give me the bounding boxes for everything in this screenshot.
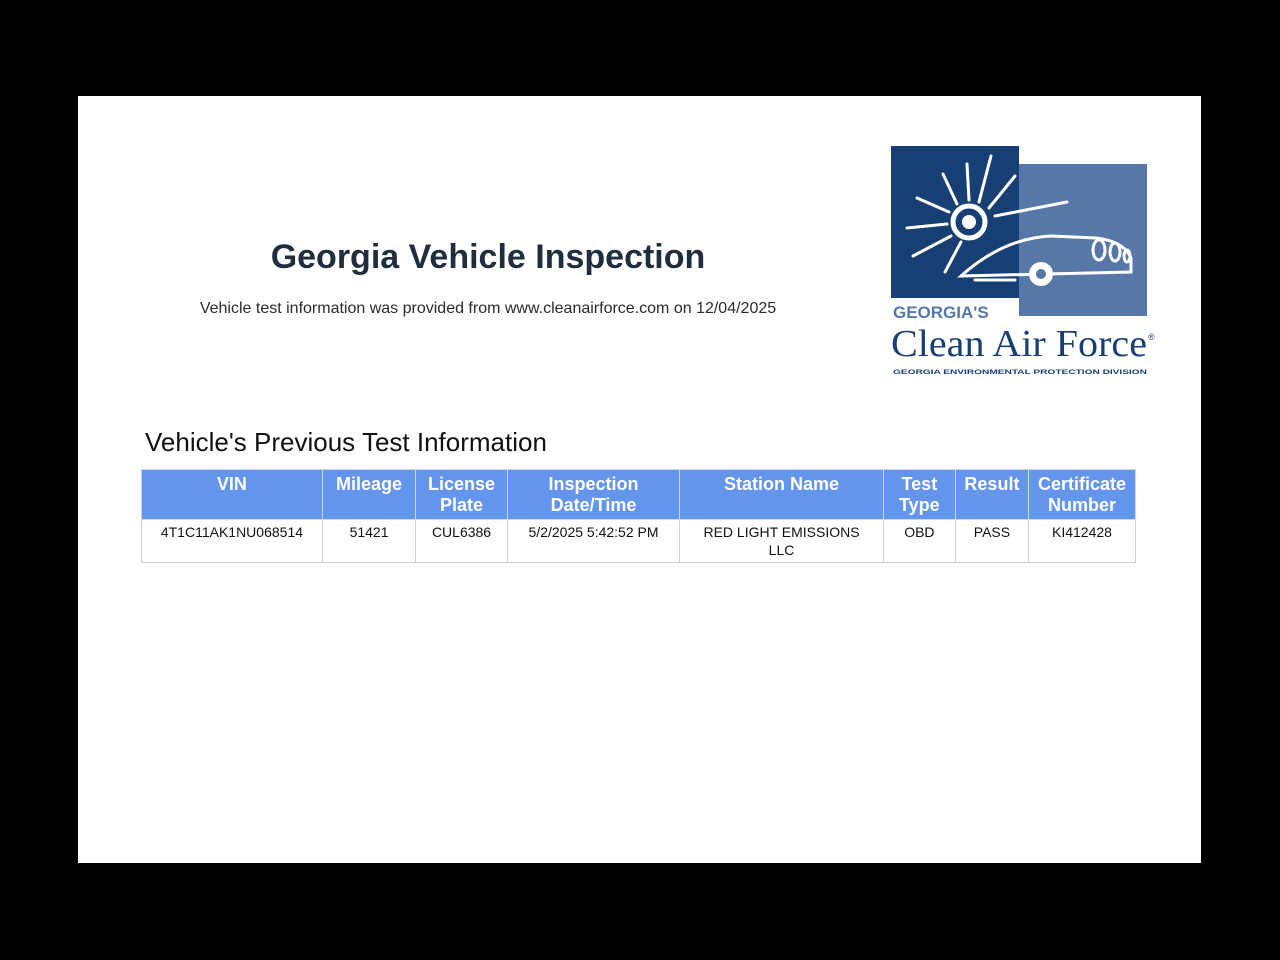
cell-result: PASS bbox=[955, 520, 1028, 563]
cell-license-plate: CUL6386 bbox=[416, 520, 508, 563]
cell-mileage: 51421 bbox=[322, 520, 415, 563]
column-header-station-name: Station Name bbox=[680, 470, 884, 520]
column-header-result: Result bbox=[955, 470, 1028, 520]
clean-air-force-logo bbox=[891, 146, 1157, 378]
page-subtitle: Vehicle test information was provided from www.cleanairforce.com on 12/04/2025 bbox=[199, 300, 777, 317]
logo-registered-mark: ® bbox=[1148, 332, 1155, 342]
column-header-mileage: Mileage bbox=[322, 470, 415, 520]
logo-line-georgias: GEORGIA'S bbox=[893, 303, 989, 322]
logo-line-epd: GEORGIA ENVIRONMENTAL PROTECTION DIVISION bbox=[893, 369, 1148, 376]
cell-certificate-number: KI412428 bbox=[1028, 520, 1135, 563]
column-header-inspection-datetime: Inspection Date/Time bbox=[507, 470, 679, 520]
column-header-certificate-number: Certificate Number bbox=[1028, 470, 1135, 520]
page-title: Georgia Vehicle Inspection bbox=[270, 238, 706, 276]
table-row bbox=[142, 520, 1136, 563]
table-header-row bbox=[142, 470, 1136, 520]
column-header-test-type: Test Type bbox=[883, 470, 955, 520]
cell-vin: 4T1C11AK1NU068514 bbox=[142, 520, 323, 563]
cell-station-name: RED LIGHT EMISSIONS LLC bbox=[680, 520, 884, 563]
document-page bbox=[78, 96, 1201, 863]
cell-test-type: OBD bbox=[883, 520, 955, 563]
section-heading: Vehicle's Previous Test Information bbox=[145, 427, 547, 457]
column-header-license-plate: License Plate bbox=[416, 470, 508, 520]
logo-light-square bbox=[1019, 164, 1147, 316]
column-header-vin: VIN bbox=[142, 470, 323, 520]
cell-inspection-datetime: 5/2/2025 5:42:52 PM bbox=[507, 520, 679, 563]
logo-line-clean-air-force: Clean Air Force bbox=[891, 323, 1147, 365]
previous-tests-table bbox=[141, 469, 1136, 563]
